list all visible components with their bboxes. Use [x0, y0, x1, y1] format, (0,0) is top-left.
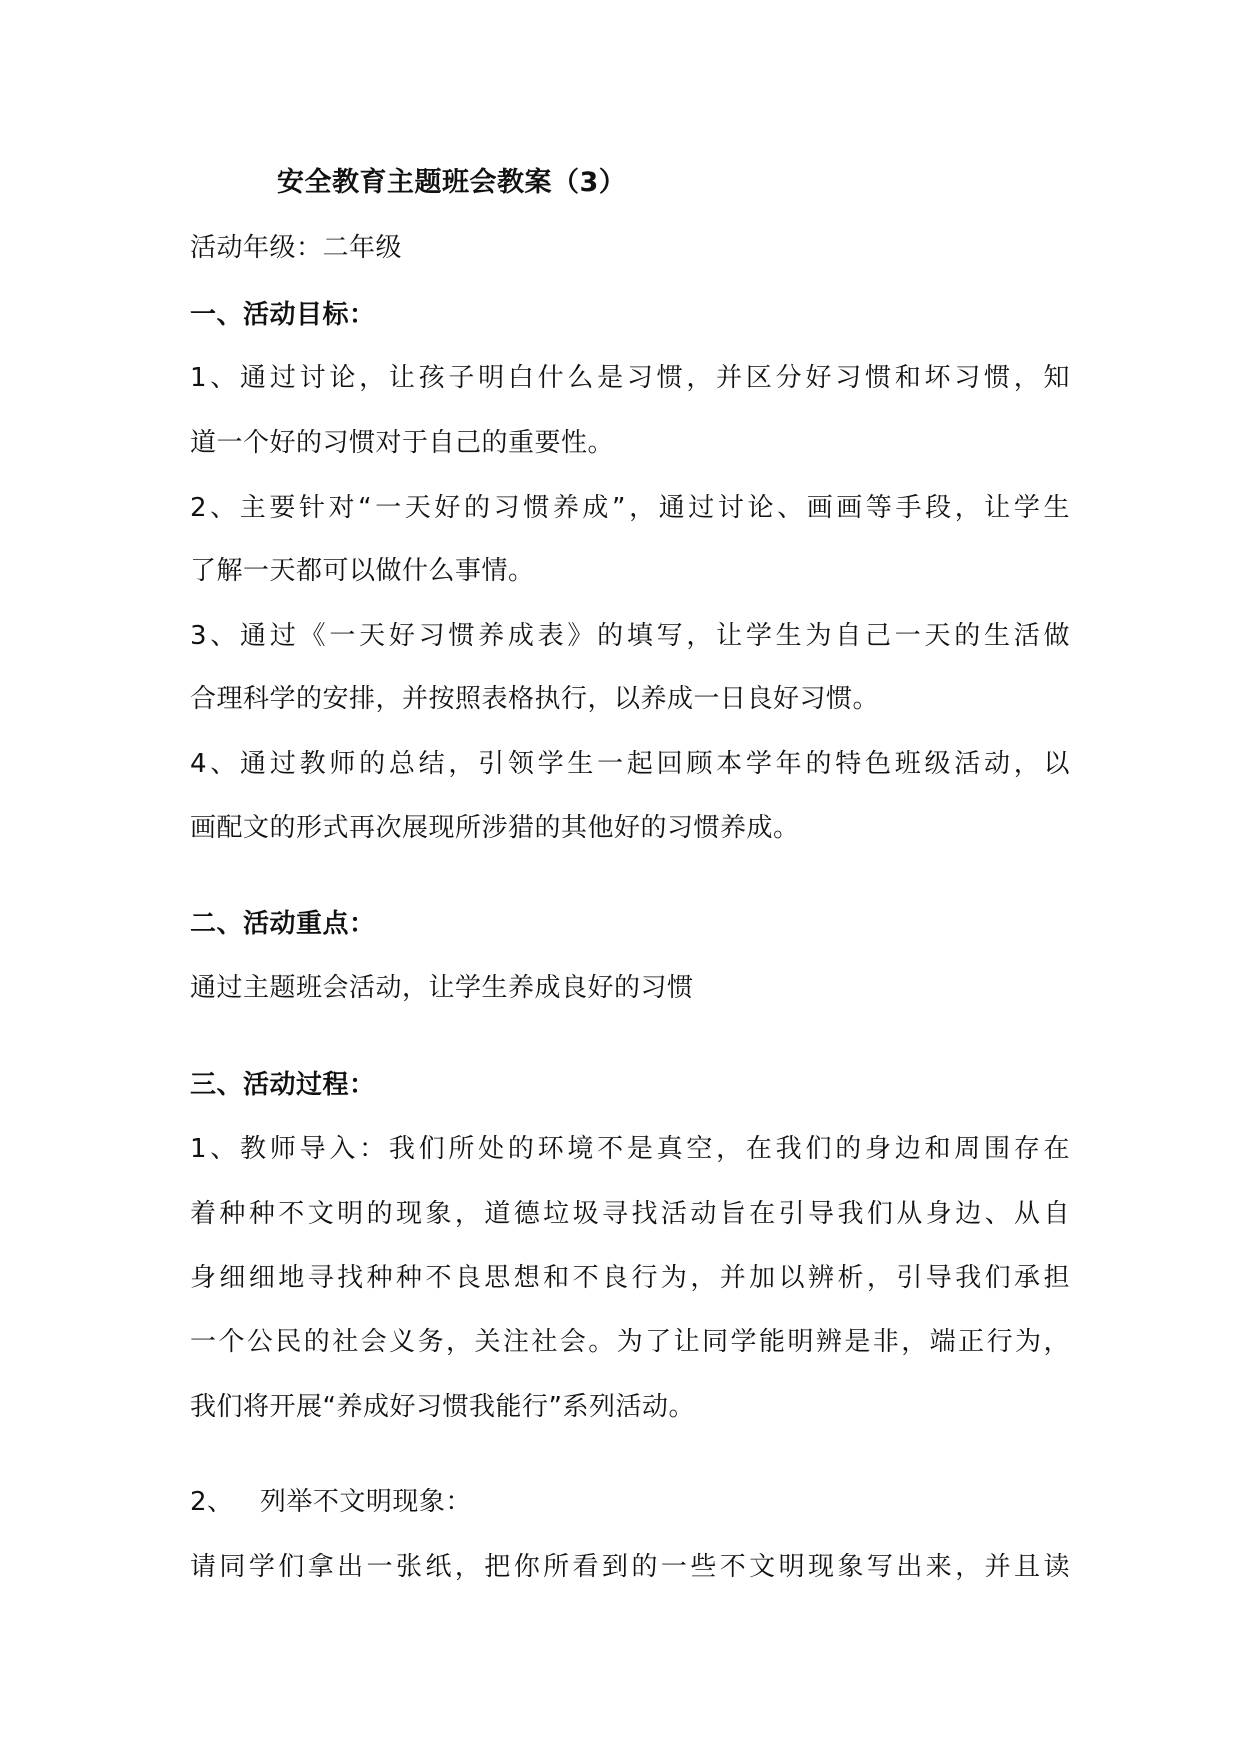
section-1-line: 3、通过《一天好习惯养成表》的填写，让学生为自己一天的生活做: [190, 621, 1070, 651]
section-1-line: 2、主要针对“一天好的习惯养成”，通过讨论、画画等手段，让学生: [190, 493, 1070, 523]
section-1-line: 了解一天都可以做什么事情。: [190, 556, 535, 586]
section-3-line: 一个公民的社会义务，关注社会。为了让同学能明辨是非，端正行为，: [190, 1327, 1070, 1357]
section-3-line: 身细细地寻找种种不良思想和不良行为，并加以辨析，引导我们承担: [190, 1263, 1070, 1293]
grade-line: 活动年级：二年级: [190, 233, 403, 263]
section-1-line: 合理科学的安排，并按照表格执行，以养成一日良好习惯。: [190, 684, 880, 714]
section-1-line: 画配文的形式再次展现所涉猎的其他好的习惯养成。: [190, 813, 800, 843]
section-1-line: 4、通过教师的总结，引领学生一起回顾本学年的特色班级活动，以: [190, 749, 1070, 779]
section-2-heading: 二、活动重点：: [190, 909, 376, 939]
section-3-line: 请同学们拿出一张纸，把你所看到的一些不文明现象写出来，并且读: [190, 1552, 1070, 1582]
section-2-line: 通过主题班会活动，让学生养成良好的习惯: [190, 973, 694, 1003]
section-3-heading: 三、活动过程：: [190, 1070, 376, 1100]
section-1-line: 道一个好的习惯对于自己的重要性。: [190, 428, 615, 458]
document-title: 安全教育主题班会教案（3）: [277, 167, 627, 198]
section-3-line: 着种种不文明的现象，道德垃圾寻找活动旨在引导我们从身边、从自: [190, 1199, 1070, 1229]
section-1-heading: 一、活动目标：: [190, 300, 376, 330]
section-3-line: 我们将开展“养成好习惯我能行”系列活动。: [190, 1392, 695, 1422]
section-3-line: 1、教师导入：我们所处的环境不是真空，在我们的身边和周围存在: [190, 1134, 1070, 1164]
section-3-subheading: 2、 列举不文明现象：: [190, 1487, 472, 1517]
section-1-line: 1、通过讨论，让孩子明白什么是习惯，并区分好习惯和坏习惯，知: [190, 363, 1070, 393]
